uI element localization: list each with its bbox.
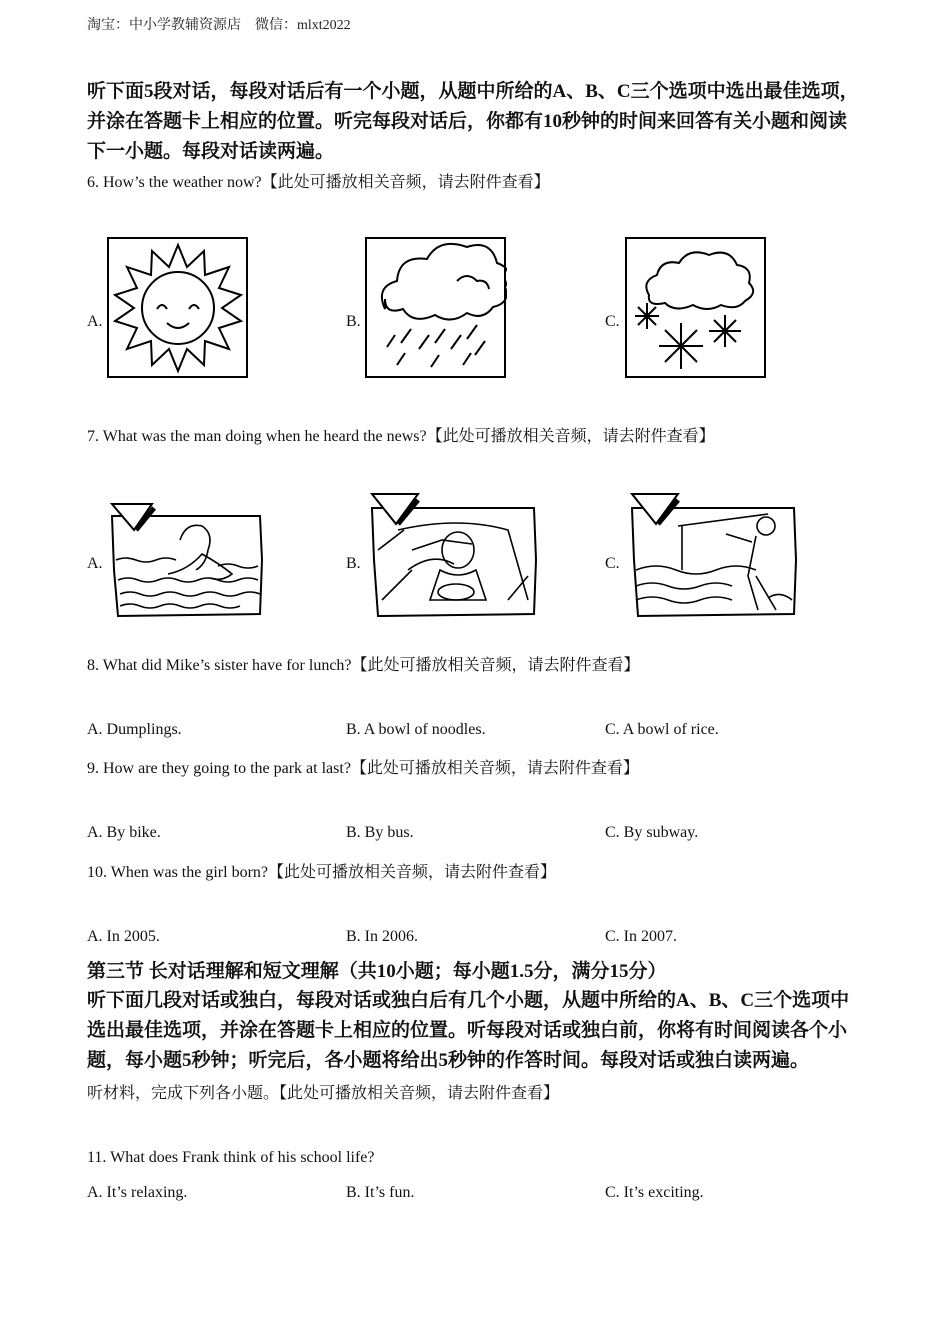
sunny-icon[interactable] [107, 237, 249, 379]
option-c[interactable]: C. In 2007. [605, 928, 677, 945]
audio-note[interactable]: 【此处可播放相关音频，请去附件查看】 [350, 760, 639, 777]
option-b[interactable]: B. A bowl of noodles. [346, 721, 486, 738]
rainy-icon[interactable] [365, 237, 507, 379]
instruction-line: 选出最佳选项，并涂在答题卡上相应的位置。听每段对话或独白前，你将有时间阅读各个小 [87, 1020, 848, 1041]
instruction-line: 听下面几段对话或独白，每段对话或独白后有几个小题，从题中所给的A、B、C三个选项中 [87, 990, 850, 1011]
section3-instructions [87, 986, 849, 1076]
option-b[interactable]: B. By bus. [346, 824, 414, 841]
fishing-icon[interactable] [628, 490, 800, 618]
question-text: 8. What did Mike’s sister have for lunch? [87, 657, 352, 674]
audio-note[interactable]: 【此处可播放相关音频，请去附件查看】 [261, 174, 550, 191]
option-label: A. [87, 555, 103, 572]
option-label: B. [346, 313, 361, 330]
question-7 [87, 423, 715, 446]
question-text: 6. How’s the weather now? [87, 174, 262, 191]
option-b[interactable]: B. In 2006. [346, 928, 418, 945]
instruction-line: 并涂在答题卡上相应的位置。听完每段对话后，你都有10秒钟的时间来回答有关小题和阅读 [87, 111, 848, 132]
option-a[interactable]: A. By bike. [87, 824, 161, 841]
question-text: 7. What was the man doing when he heard the news? [87, 428, 427, 445]
audio-note[interactable]: 【此处可播放相关音频，请去附件查看】 [268, 864, 557, 881]
option-c[interactable]: C. It’s exciting. [605, 1184, 704, 1201]
audio-note[interactable]: 【此处可播放相关音频，请去附件查看】 [351, 657, 640, 674]
driving-icon[interactable] [368, 490, 540, 618]
audio-note[interactable]: 【此处可播放相关音频，请去附件查看】 [426, 428, 715, 445]
question-text: 9. How are they going to the park at last? [87, 760, 351, 777]
question-6 [87, 169, 550, 192]
section3-title: 第三节 长对话理解和短文理解（共10小题；每小题1.5分，满分15分） [87, 961, 667, 982]
material-text: 听材料，完成下列各小题。 [87, 1085, 280, 1102]
option-a[interactable]: A. Dumplings. [87, 721, 182, 738]
page-header: 淘宝：中小学教辅资源店 微信：mlxt2022 [87, 18, 351, 33]
option-c[interactable]: C. A bowl of rice. [605, 721, 719, 738]
question-9 [87, 755, 639, 778]
instruction-line: 题，每小题5秒钟；听完后，各小题将给出5秒钟的作答时间。每段对话或独白读两遍。 [87, 1050, 810, 1071]
option-c[interactable]: C. By subway. [605, 824, 699, 841]
option-b[interactable]: B. It’s fun. [346, 1184, 415, 1201]
material-note [87, 1080, 559, 1103]
option-label: C. [605, 313, 620, 330]
question-text: 10. When was the girl born? [87, 864, 268, 881]
question-11: 11. What does Frank think of his school life? [87, 1149, 375, 1166]
audio-note[interactable]: 【此处可播放相关音频，请去附件查看】 [279, 1085, 560, 1102]
instruction-line: 听下面5段对话，每段对话后有一个小题，从题中所给的A、B、C三个选项中选出最佳选项， [87, 81, 859, 102]
option-label: C. [605, 555, 620, 572]
instruction-line: 下一小题。每段对话读两遍。 [87, 141, 335, 162]
section2-instructions [87, 77, 859, 167]
snowy-icon[interactable] [625, 237, 767, 379]
option-a[interactable]: A. It’s relaxing. [87, 1184, 188, 1201]
option-a[interactable]: A. In 2005. [87, 928, 160, 945]
option-label: A. [87, 313, 103, 330]
question-8 [87, 652, 640, 675]
option-label: B. [346, 555, 361, 572]
question-10 [87, 859, 556, 882]
swimming-icon[interactable] [108, 500, 268, 618]
